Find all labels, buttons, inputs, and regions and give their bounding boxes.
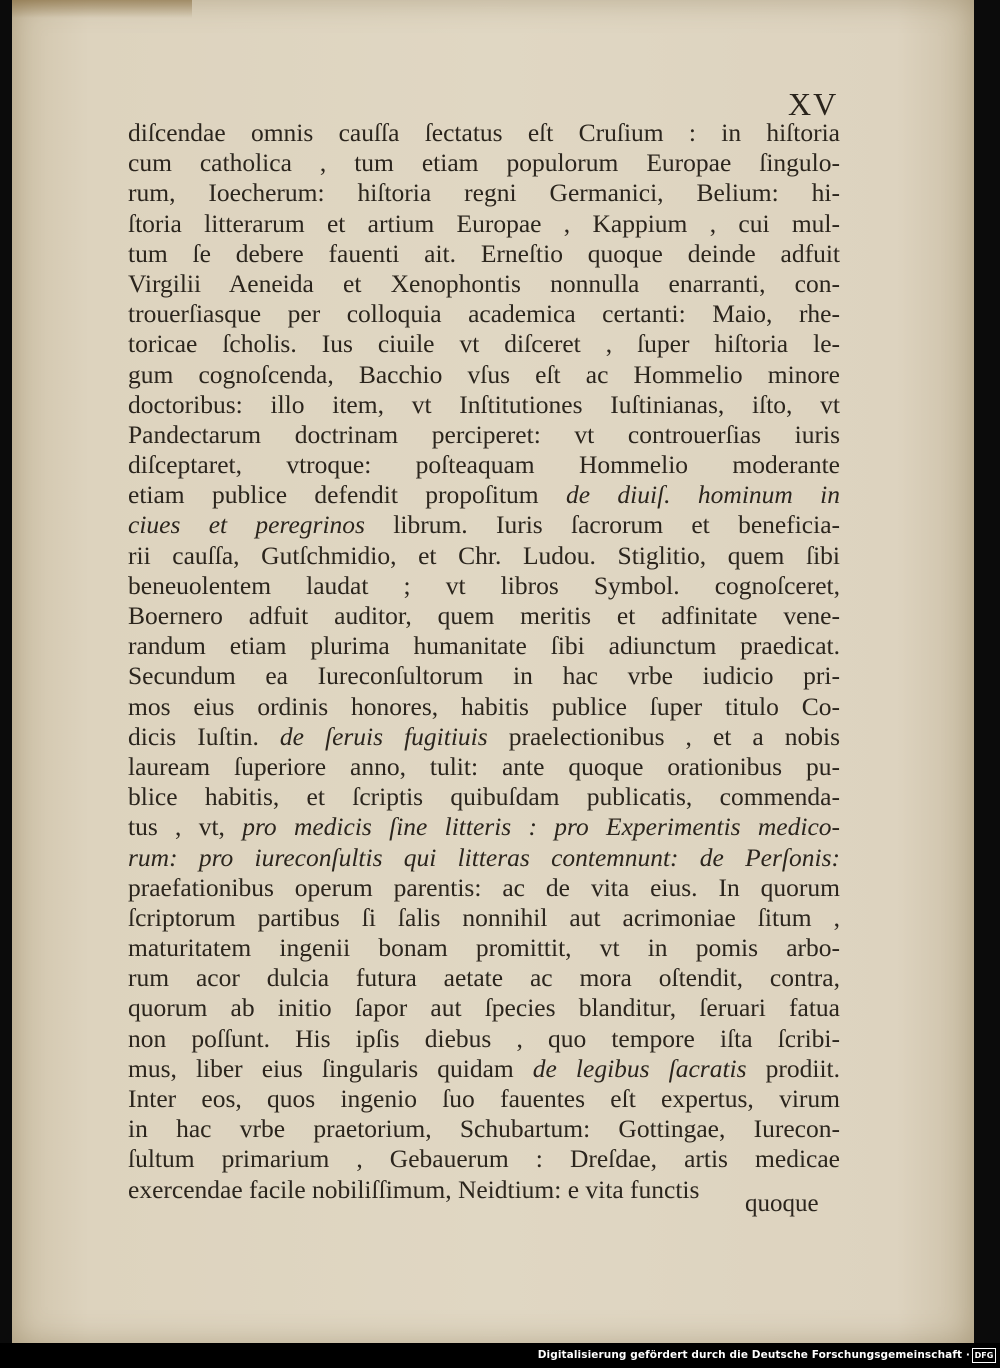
text-line: blice habitis, et ſcriptis quibuſdam publicatis, commenda- (128, 782, 840, 812)
text-line: beneuolentem laudat ; vt libros Symbol. cognoſceret, (128, 570, 840, 600)
text-line (128, 812, 840, 842)
italic-title: de legibus ſacratis (532, 1053, 747, 1083)
text-line: cum catholica , tum etiam populorum Europae ſingulo- (128, 148, 840, 178)
page-stain (12, 0, 192, 18)
body-text (128, 118, 840, 1205)
text-line: praefationibus operum parentis: ac de vita eius. In quorum (128, 872, 840, 902)
text-line: ſcriptorum partibus ſi ſalis nonnihil aut acrimoniae ſitum , (128, 902, 840, 932)
text-line: rum, Ioecherum: hiſtoria regni Germanici, Belium: hi- (128, 178, 840, 208)
text-line: rii cauſſa, Gutſchmidio, et Chr. Ludou. Stiglitio, quem ſibi (128, 540, 840, 570)
text-span: dicis Iuſtin. (128, 721, 259, 751)
book-page (12, 0, 974, 1343)
text-line: randum etiam plurima humanitate ſibi adiunctum praedicat. (128, 631, 840, 661)
text-line: Boernero adfuit auditor, quem meritis et adfinitate vene- (128, 601, 840, 630)
text-line: Inter eos, quos ingenio ſuo fauentes eſt expertus, virum (128, 1084, 840, 1113)
text-line: Secundum ea Iureconſultorum in hac vrbe iudicio pri- (128, 661, 840, 691)
text-line: Pandectarum doctrinam perciperet: vt controuerſias iuris (128, 419, 840, 449)
text-span: prodiit. (765, 1053, 840, 1083)
text-span: tus , vt, (128, 812, 225, 842)
text-line: non poſſunt. His ipſis diebus , quo tempore iſta ſcribi- (128, 1023, 840, 1053)
text-line: tum ſe debere fauenti ait. Erneſtio quoque deinde adfuit (128, 238, 840, 268)
text-line: Virgilii Aeneida et Xenophontis nonnulla enarranti, con- (128, 268, 840, 298)
text-line: diſcendae omnis cauſſa ſectatus eſt Cruſium : in hiſtoria (128, 118, 840, 147)
text-line: in hac vrbe praetorium, Schubartum: Gottingae, Iurecon- (128, 1114, 840, 1144)
text-line: gum cognoſcenda, Bacchio vſus eſt ac Hommelio minore (128, 359, 840, 389)
text-line: ſultum primarium , Gebauerum : Dreſdae, artis medicae (128, 1144, 840, 1174)
text-line: rum acor dulcia futura aetate ac mora oſtendit, contra, (128, 963, 840, 993)
italic-title: pro medicis ſine litteris : pro Experimentis medico- (242, 812, 840, 842)
text-line (128, 480, 840, 510)
text-span: etiam publice defendit propoſitum (128, 480, 539, 510)
text-line: diſceptaret, vtroque: poſteaquam Hommelio moderante (128, 450, 840, 480)
text-line (128, 843, 840, 873)
text-line (128, 510, 840, 540)
footer-bar (0, 1343, 1000, 1368)
page-number: XV (788, 86, 839, 122)
italic-title: rum: pro iureconſultis qui litteras contemnunt: de Perſonis: (128, 842, 840, 872)
text-span: praelectionibus , et a nobis (508, 721, 840, 751)
text-line: exercendae facile nobiliſſimum, Neidtium: e vita functis (128, 1174, 700, 1204)
text-line (128, 722, 840, 752)
text-line: mos eius ordinis honores, habitis publice ſuper titulo Co- (128, 691, 840, 721)
catchword: quoque (745, 1190, 819, 1217)
text-line: ſtoria litterarum et artium Europae , Kappium , cui mul- (128, 208, 840, 238)
funding-notice: Digitalisierung gefördert durch die Deutsche Forschungsgemeinschaft · (537, 1349, 970, 1361)
italic-title: ciues et peregrinos (128, 510, 365, 540)
italic-title: de diuiſ. hominum in (566, 480, 840, 510)
text-line: quorum ab initio ſapor aut ſpecies blanditur, ſeruari fatua (128, 993, 840, 1023)
text-span: librum. Iuris ſacrorum et beneficia- (393, 510, 840, 540)
text-line (128, 1054, 840, 1084)
text-line: doctoribus: illo item, vt Inſtitutiones Iuſtinianas, iſto, vt (128, 389, 840, 419)
italic-title: de ſeruis fugitiuis (279, 721, 488, 751)
text-span: mus, liber eius ſingularis quidam (128, 1053, 514, 1083)
text-line: toricae ſcholis. Ius ciuile vt diſceret , ſuper hiſtoria le- (128, 329, 840, 359)
text-line: maturitatem ingenii bonam promittit, vt in pomis arbo- (128, 933, 840, 963)
text-line: lauream ſuperiore anno, tulit: ante quoque orationibus pu- (128, 751, 840, 781)
text-line: trouerſiasque per colloquia academica certanti: Maio, rhe- (128, 299, 840, 329)
dfg-logo-icon: DFG (972, 1348, 996, 1363)
